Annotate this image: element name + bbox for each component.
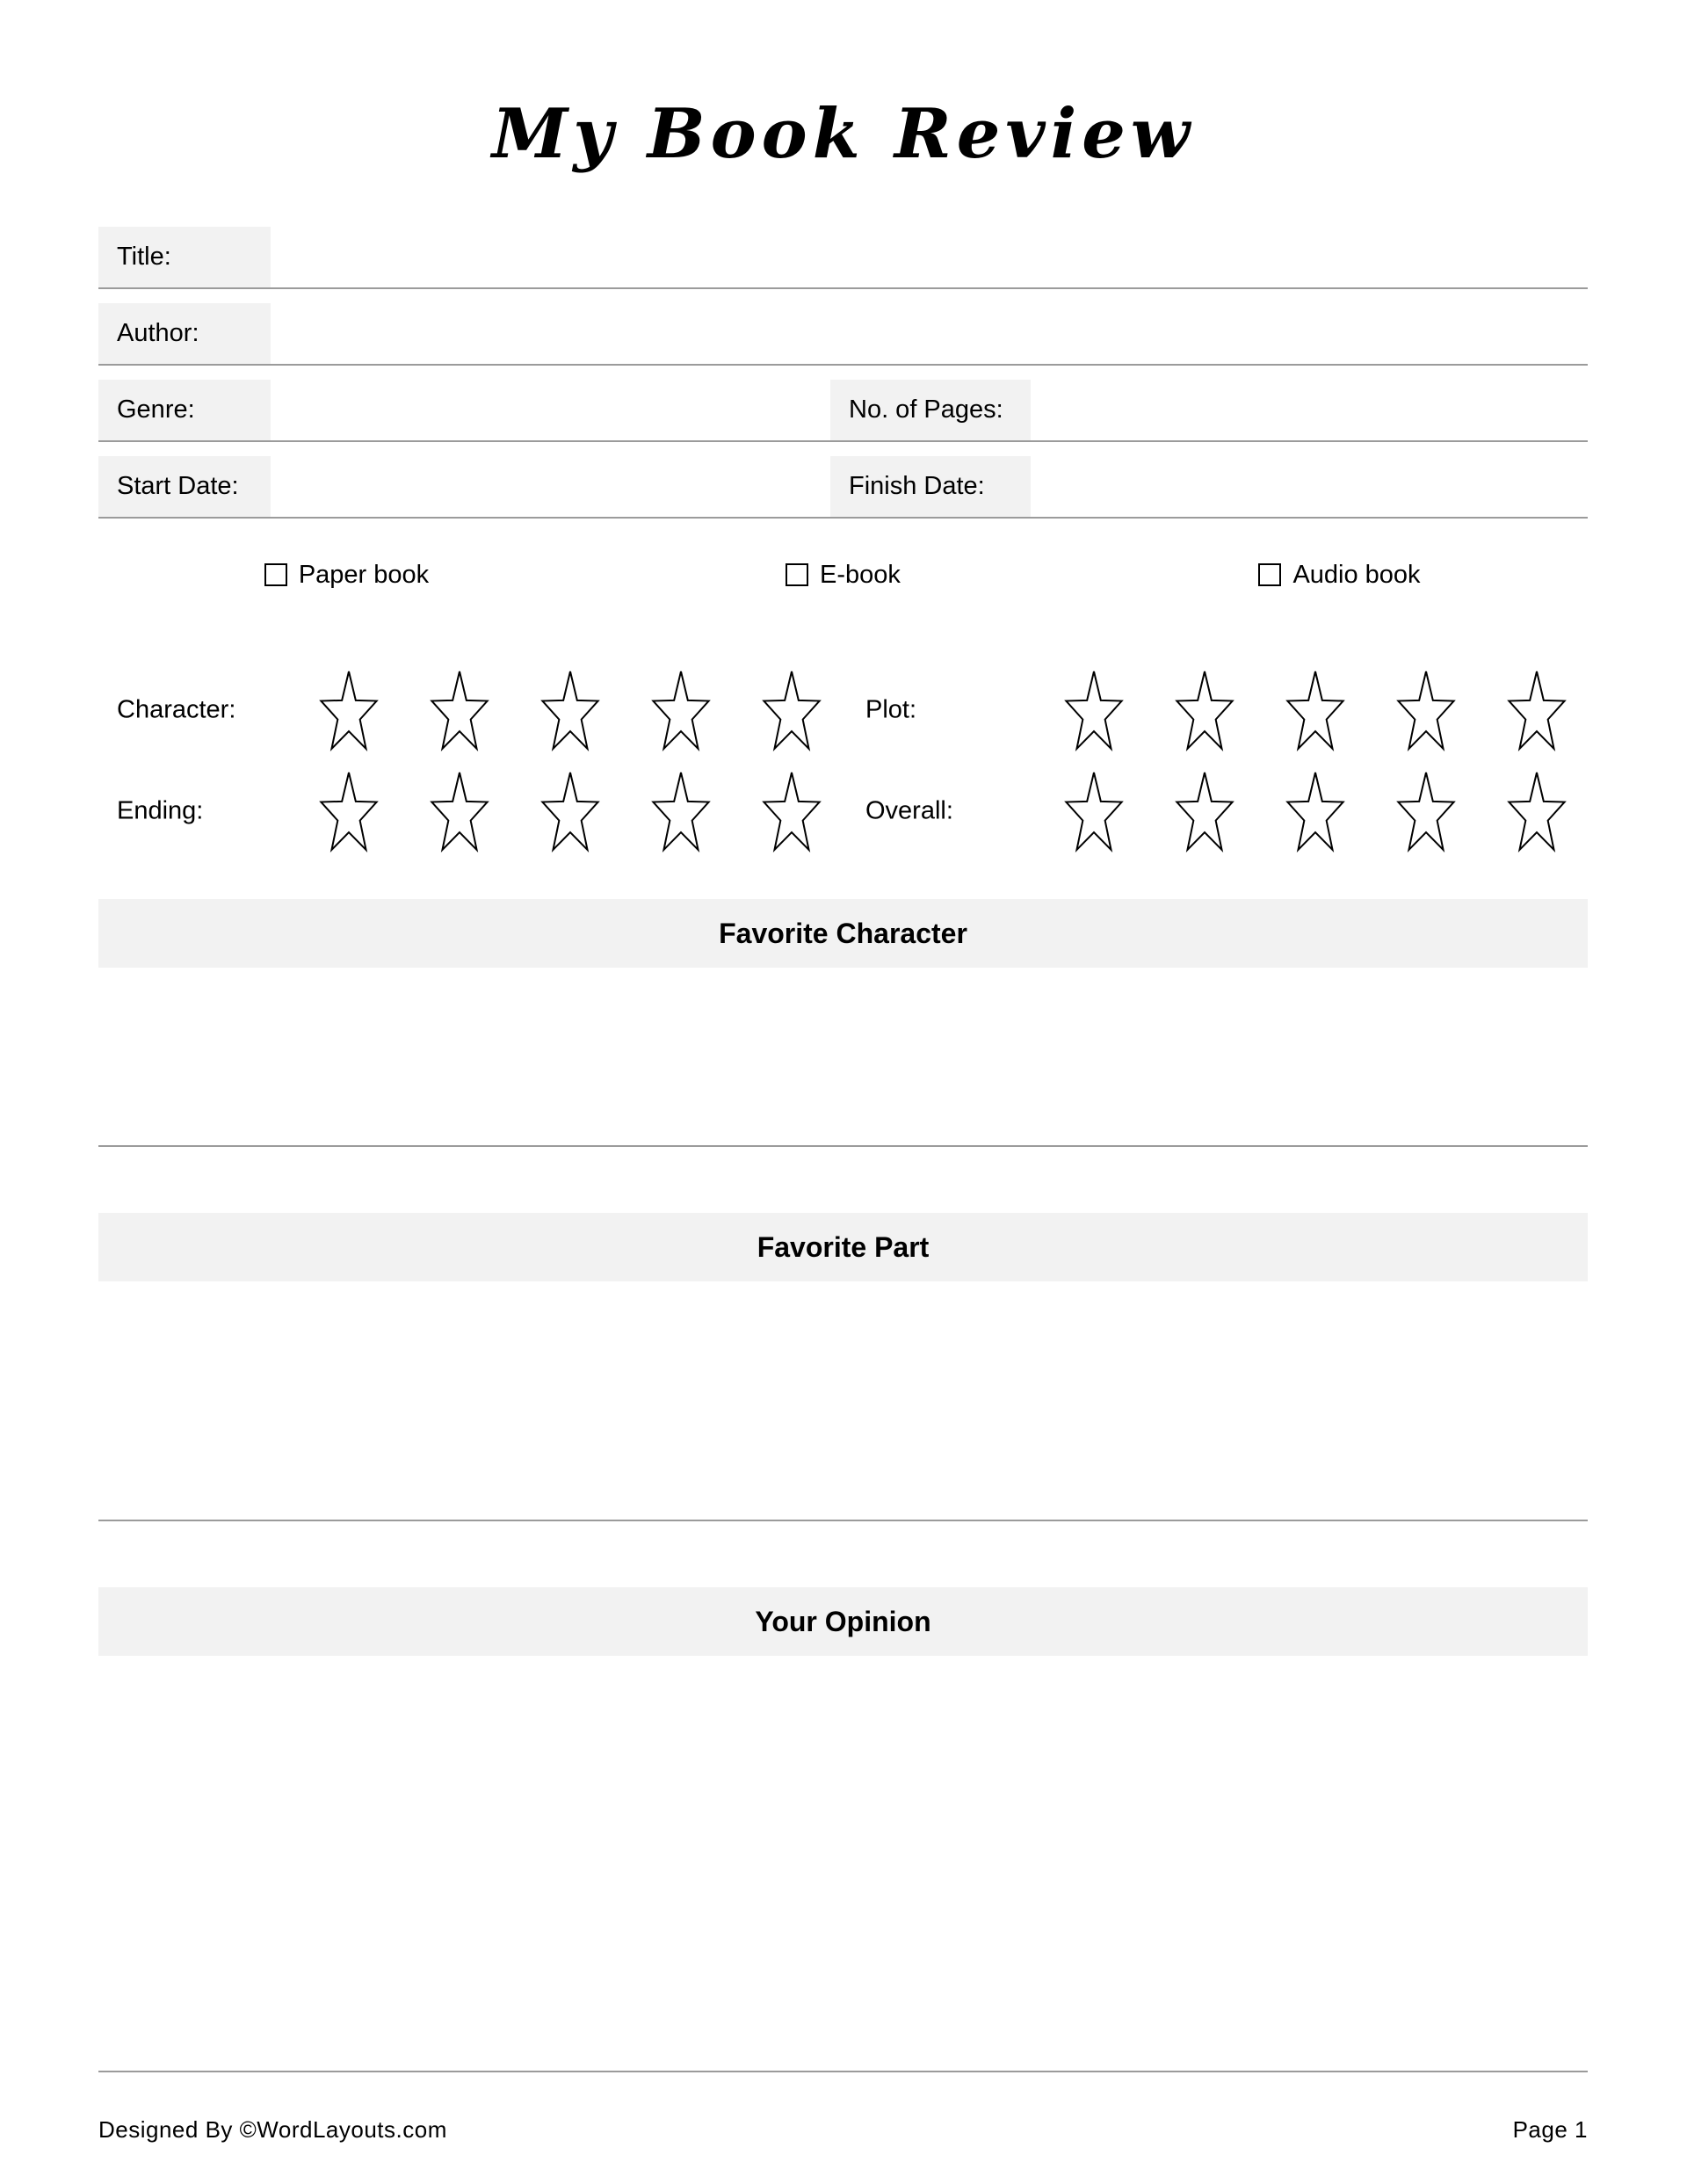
- star-icon[interactable]: [1395, 773, 1457, 850]
- overall-rating-label: Overall:: [865, 796, 953, 825]
- pages-input[interactable]: [1031, 380, 1588, 440]
- star-icon[interactable]: [429, 773, 490, 850]
- star-icon[interactable]: [1506, 773, 1568, 850]
- star-icon[interactable]: [318, 773, 380, 850]
- title-label: Title:: [98, 227, 271, 287]
- your-opinion-textarea[interactable]: [98, 1665, 1588, 2060]
- footer-credit: Designed By ©WordLayouts.com: [98, 2116, 447, 2143]
- character-stars: [318, 671, 822, 749]
- finish-date-input[interactable]: [1031, 456, 1588, 517]
- ebook-option[interactable]: [595, 552, 1091, 598]
- audiobook-option[interactable]: [1091, 552, 1588, 598]
- page-number: Page 1: [1512, 2116, 1588, 2143]
- overall-stars: [1063, 773, 1568, 850]
- star-icon[interactable]: [318, 671, 380, 749]
- your-opinion-header: Your Opinion: [98, 1587, 1588, 1656]
- author-input[interactable]: [271, 303, 1588, 364]
- rating-row-2: [98, 771, 1588, 852]
- author-row: [98, 303, 1588, 366]
- star-icon[interactable]: [761, 671, 822, 749]
- audiobook-checkbox[interactable]: [1258, 563, 1281, 586]
- plot-stars: [1063, 671, 1568, 749]
- plot-rating-label: Plot:: [865, 695, 917, 724]
- footer-rule: [98, 2071, 1588, 2072]
- ebook-checkbox[interactable]: [786, 563, 808, 586]
- pages-label: No. of Pages:: [830, 380, 1031, 440]
- title-row: [98, 227, 1588, 289]
- section-divider: [98, 1145, 1588, 1147]
- finish-date-label: Finish Date:: [830, 456, 1031, 517]
- paper-book-option[interactable]: [98, 552, 595, 598]
- star-icon[interactable]: [1063, 773, 1125, 850]
- star-icon[interactable]: [539, 671, 601, 749]
- star-icon[interactable]: [1395, 671, 1457, 749]
- genre-pages-row: [98, 380, 1588, 442]
- book-info-form: [98, 227, 1588, 533]
- star-icon[interactable]: [1174, 671, 1235, 749]
- favorite-character-header: Favorite Character: [98, 899, 1588, 968]
- rating-row-1: [98, 670, 1588, 751]
- star-icon[interactable]: [650, 773, 712, 850]
- star-icon[interactable]: [539, 773, 601, 850]
- character-rating-label: Character:: [117, 695, 236, 724]
- start-date-input[interactable]: [271, 456, 830, 517]
- paper-book-label: Paper book: [298, 560, 430, 589]
- favorite-part-textarea[interactable]: [98, 1290, 1588, 1512]
- star-icon[interactable]: [1285, 773, 1346, 850]
- star-icon[interactable]: [1506, 671, 1568, 749]
- favorite-character-textarea[interactable]: [98, 977, 1588, 1138]
- start-date-label: Start Date:: [98, 456, 271, 517]
- footer: [98, 2116, 1588, 2144]
- author-label: Author:: [98, 303, 271, 364]
- star-icon[interactable]: [1285, 671, 1346, 749]
- star-icon[interactable]: [650, 671, 712, 749]
- ebook-label: E-book: [820, 560, 901, 589]
- star-icon[interactable]: [1174, 773, 1235, 850]
- star-icon[interactable]: [429, 671, 490, 749]
- star-icon[interactable]: [761, 773, 822, 850]
- section-divider: [98, 1520, 1588, 1521]
- paper-book-checkbox[interactable]: [264, 563, 287, 586]
- star-icon[interactable]: [1063, 671, 1125, 749]
- page-title: My Book Review: [491, 94, 1196, 175]
- title-input[interactable]: [271, 227, 1588, 287]
- book-format-row: [98, 552, 1588, 598]
- genre-label: Genre:: [98, 380, 271, 440]
- audiobook-label: Audio book: [1292, 560, 1421, 589]
- dates-row: [98, 456, 1588, 519]
- ending-stars: [318, 773, 822, 850]
- genre-input[interactable]: [271, 380, 830, 440]
- favorite-part-header: Favorite Part: [98, 1213, 1588, 1281]
- ending-rating-label: Ending:: [117, 796, 204, 825]
